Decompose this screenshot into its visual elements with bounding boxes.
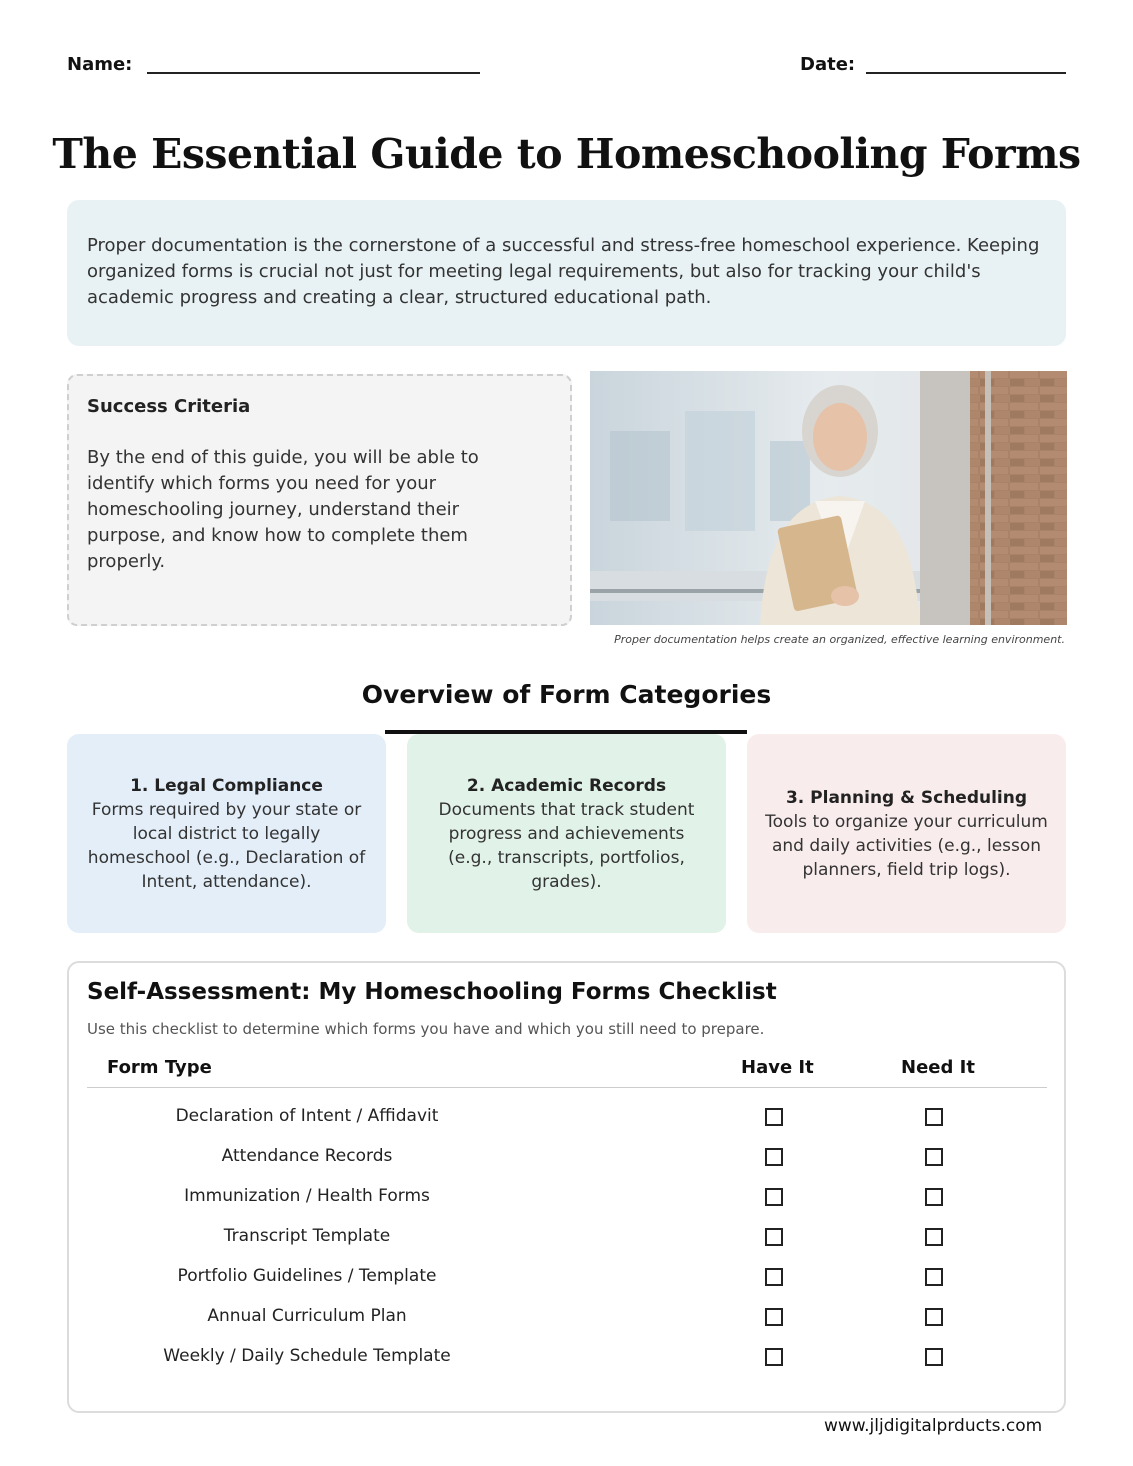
need-it-checkbox[interactable] [925,1188,943,1206]
date-label: Date: [800,54,856,75]
intro-text: Proper documentation is the cornerstone of a successful and stress-free homeschool experience. Keeping organized forms is crucial not just for meeting legal requirements, but also for tracking your child's academic progress and creating a clear, structured educational path. [87,235,1040,308]
date-field[interactable] [866,72,1066,74]
category-description: Tools to organize your curriculum and daily activities (e.g., lesson planners, field trip logs). [765,811,1048,880]
name-field[interactable] [147,72,480,74]
table-row-label: Immunization / Health Forms [184,1186,430,1206]
have-it-checkbox[interactable] [765,1148,783,1166]
overview-heading: Overview of Form Categories [361,680,772,709]
category-title: 2. Academic Records [466,775,667,796]
page-title: The Essential Guide to Homeschooling Forms [52,130,1081,178]
teacher-photo [590,371,1067,625]
need-it-checkbox[interactable] [925,1268,943,1286]
category-card-academic [407,734,726,933]
table-row-label: Attendance Records [221,1146,393,1166]
column-header-have-it: Have It [741,1057,814,1078]
have-it-checkbox[interactable] [765,1348,783,1366]
header-divider [87,1087,1047,1088]
intro-box [67,200,1066,346]
website-url[interactable]: www.jljdigitalprducts.com [824,1416,1043,1436]
table-row-label: Annual Curriculum Plan [207,1306,407,1326]
success-criteria-title: Success Criteria [87,396,251,417]
have-it-checkbox[interactable] [765,1228,783,1246]
need-it-checkbox[interactable] [925,1148,943,1166]
have-it-checkbox[interactable] [765,1308,783,1326]
column-header-form-type: Form Type [107,1057,212,1078]
have-it-checkbox[interactable] [765,1108,783,1126]
have-it-checkbox[interactable] [765,1268,783,1286]
name-label: Name: [67,54,133,75]
category-title: 3. Planning & Scheduling [785,787,1028,808]
need-it-checkbox[interactable] [925,1228,943,1246]
checklist-title: Self-Assessment: My Homeschooling Forms Checklist [87,979,777,1005]
have-it-checkbox[interactable] [765,1188,783,1206]
success-criteria-text: By the end of this guide, you will be able to identify which forms you need for your homeschooling journey, understand their purpose, and know how to complete them properly. [87,447,479,572]
photo-caption: Proper documentation helps create an organized, effective learning environment. [614,633,1065,646]
category-title: 1. Legal Compliance [130,775,323,796]
checklist-subtitle: Use this checklist to determine which forms you have and which you still need to prepare. [87,1020,765,1038]
need-it-checkbox[interactable] [925,1348,943,1366]
table-row-label: Declaration of Intent / Affidavit [175,1106,439,1126]
column-header-need-it: Need It [901,1057,975,1078]
table-row-label: Transcript Template [223,1226,391,1246]
table-row-label: Weekly / Daily Schedule Template [163,1346,451,1366]
category-card-planning [747,734,1066,933]
category-card-legal [67,734,386,933]
need-it-checkbox[interactable] [925,1308,943,1326]
category-description: Documents that track student progress and achievements (e.g., transcripts, portfolios, grades). [438,799,695,892]
need-it-checkbox[interactable] [925,1108,943,1126]
table-row-label: Portfolio Guidelines / Template [177,1266,437,1286]
self-assessment-checklist [67,961,1066,1413]
category-description: Forms required by your state or local district to legally homeschool (e.g., Declaration of Intent, attendance). [87,799,366,892]
success-criteria-box [67,374,572,626]
